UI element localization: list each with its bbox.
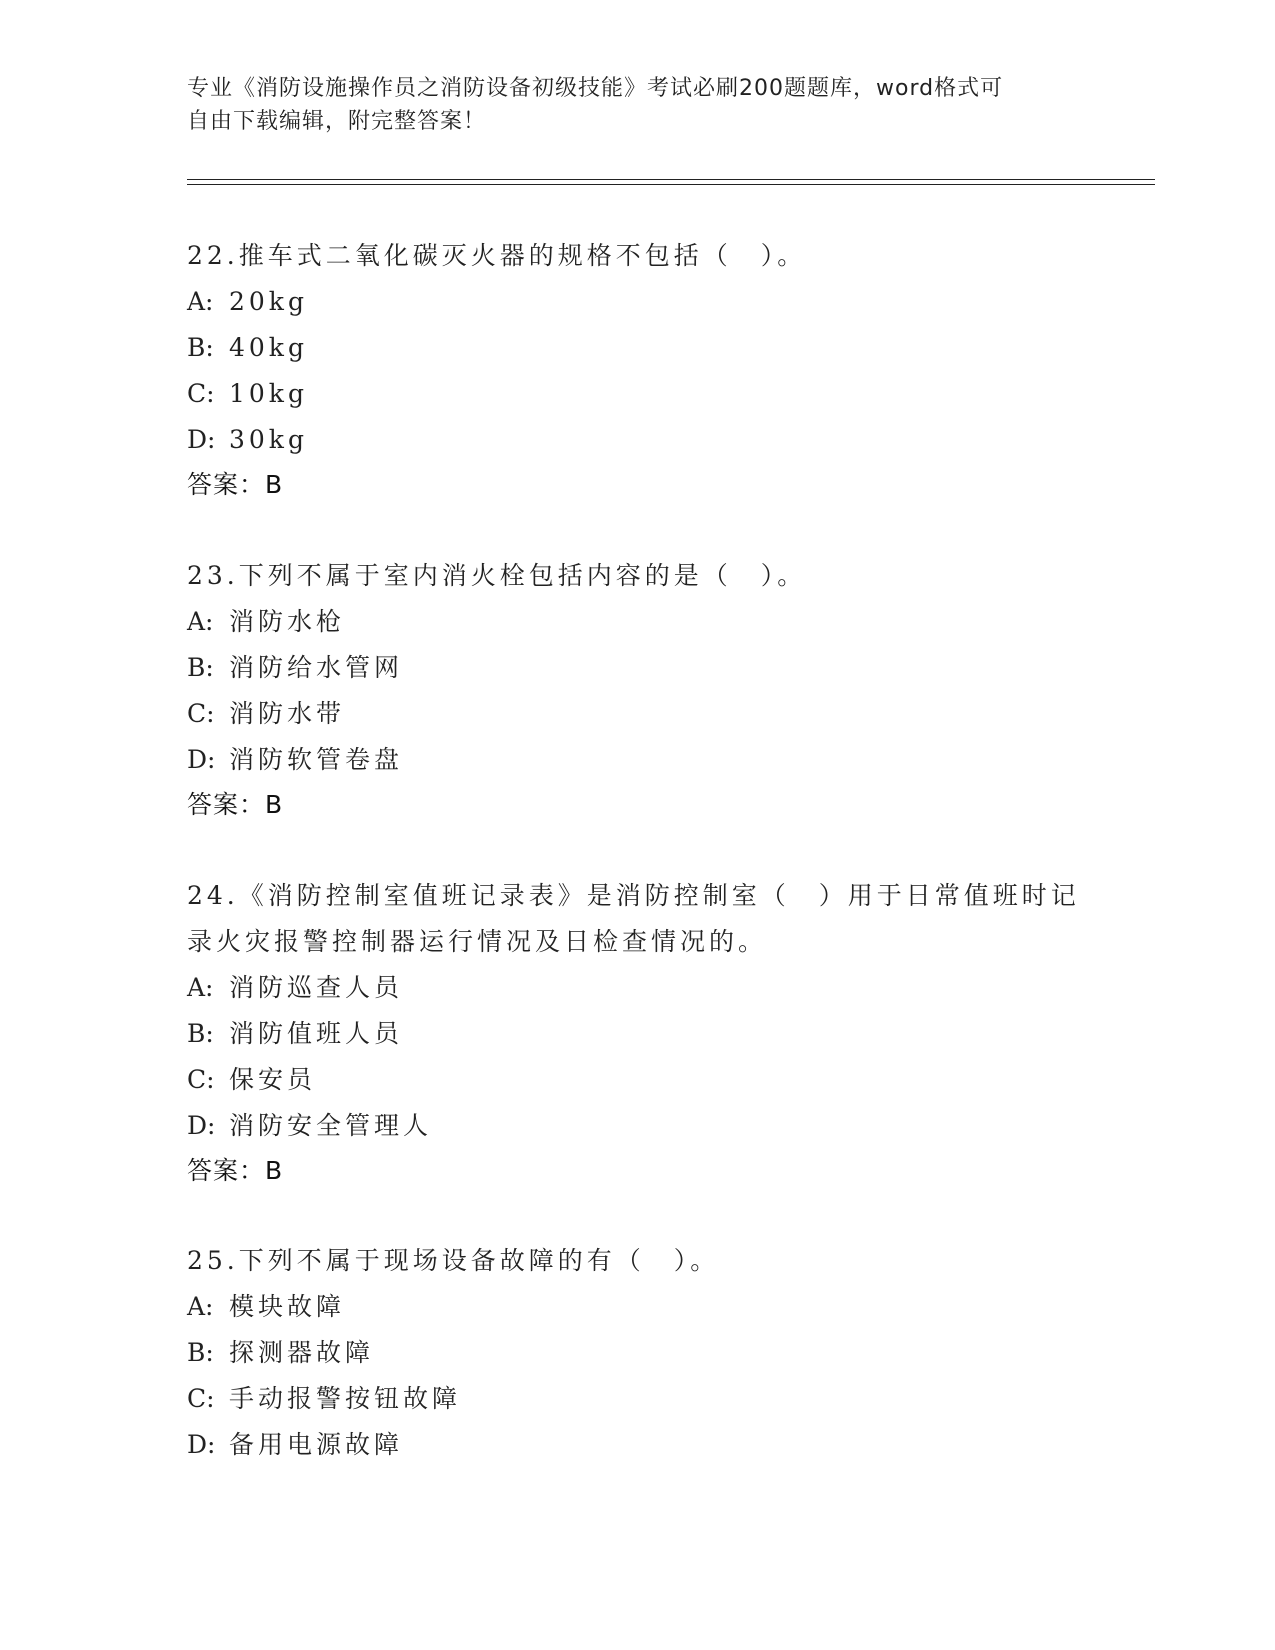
option-b (187, 1330, 1087, 1376)
document-header (187, 72, 1067, 138)
option-text: 消防给水管网 (229, 653, 404, 682)
option-key: A: (187, 973, 214, 1002)
option-key: D: (187, 425, 216, 454)
option-a (187, 965, 1087, 1011)
question-stem: 25.下列不属于现场设备故障的有（ ）。 (187, 1246, 720, 1275)
option-d (187, 737, 1087, 783)
option-b (187, 325, 1087, 371)
option-text: 备用电源故障 (229, 1430, 404, 1459)
option-key: D: (187, 1111, 216, 1140)
option-text: 40kg (229, 333, 308, 362)
option-a (187, 599, 1087, 645)
option-text: 消防水带 (229, 699, 346, 728)
option-a (187, 1284, 1087, 1330)
option-c (187, 1057, 1087, 1103)
header-divider-bottom (187, 184, 1155, 185)
option-key: B: (187, 1019, 214, 1048)
option-text: 10kg (229, 379, 308, 408)
option-key: C: (187, 1065, 215, 1094)
option-text: 手动报警按钮故障 (229, 1384, 462, 1413)
question-24 (187, 873, 1087, 1193)
option-c (187, 1376, 1087, 1422)
question-stem-line-1: 24.《消防控制室值班记录表》是消防控制室（ ）用于日常值班时记 (187, 881, 1080, 910)
option-text: 消防安全管理人 (229, 1111, 433, 1140)
question-stem: 23.下列不属于室内消火栓包括内容的是（ ）。 (187, 561, 807, 590)
option-key: C: (187, 379, 215, 408)
option-key: C: (187, 699, 215, 728)
answer-line: 答案：B (187, 1156, 284, 1185)
question-stem-line-2: 录火灾报警控制器运行情况及日检查情况的。 (187, 927, 768, 956)
option-text: 保安员 (229, 1065, 317, 1094)
option-key: D: (187, 1430, 216, 1459)
option-c (187, 691, 1087, 737)
option-key: A: (187, 287, 214, 316)
option-text: 消防值班人员 (229, 1019, 404, 1048)
answer-line: 答案：B (187, 790, 284, 819)
option-key: B: (187, 333, 214, 362)
option-key: B: (187, 1338, 214, 1367)
option-b (187, 645, 1087, 691)
option-key: D: (187, 745, 216, 774)
option-d (187, 1103, 1087, 1149)
question-23 (187, 553, 1087, 827)
option-text: 20kg (229, 287, 308, 316)
option-c (187, 371, 1087, 417)
question-25 (187, 1238, 1087, 1468)
question-stem: 22.推车式二氧化碳灭火器的规格不包括（ ）。 (187, 241, 807, 270)
option-key: A: (187, 607, 214, 636)
option-key: C: (187, 1384, 215, 1413)
option-text: 30kg (229, 425, 308, 454)
option-text: 探测器故障 (229, 1338, 375, 1367)
header-line-1: 专业《消防设施操作员之消防设备初级技能》考试必刷200题题库，word格式可 (187, 76, 1004, 101)
option-key: B: (187, 653, 214, 682)
option-text: 消防水枪 (229, 607, 346, 636)
option-text: 消防巡查人员 (229, 973, 404, 1002)
question-22 (187, 233, 1087, 507)
option-d (187, 1422, 1087, 1468)
option-d (187, 417, 1087, 463)
header-line-2: 自由下载编辑，附完整答案！ (187, 109, 487, 134)
option-b (187, 1011, 1087, 1057)
answer-line: 答案：B (187, 470, 284, 499)
option-a (187, 279, 1087, 325)
header-divider-top (187, 179, 1155, 180)
option-text: 消防软管卷盘 (229, 745, 404, 774)
option-text: 模块故障 (229, 1292, 346, 1321)
option-key: A: (187, 1292, 214, 1321)
